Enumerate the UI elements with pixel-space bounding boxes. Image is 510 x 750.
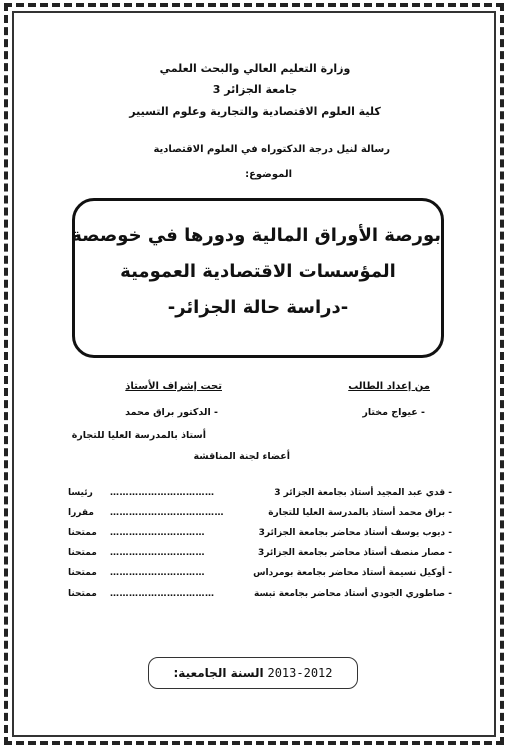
supervisor-name: - الدكتور براق محمد [125,407,218,418]
committee-member-row [68,488,452,502]
thesis-statement: رسالة لنيل درجة الدكتوراه في العلوم الاقتصادية [153,144,390,155]
supervisor-heading: تحت إشراف الأستاذ [125,381,222,392]
university-name: جامعة الجزائر 3 [212,83,298,96]
thesis-title-box [72,198,444,358]
dot-leader: ……………………………… [110,508,224,518]
committee-member-row [68,548,452,562]
thesis-title-line-1: بورصة الأوراق المالية ودورها في خوصصة [71,225,441,246]
subject-label: الموضوع: [245,169,292,180]
committee-member-name: - براق محمد أستاذ بالمدرسة العليا للتجارة [268,508,452,518]
committee-member-name: - ديوب يوسف أستاذ محاضر بجامعة الجزائر3 [258,528,452,538]
student-name: - عيواج مختار [362,407,425,418]
committee-member-row [68,508,452,522]
dot-leader: …………………………… [110,488,215,498]
committee-member-row [68,528,452,542]
committee-member-name: - أوكيل نسيمة أستاذ محاضر بجامعة بومرداس [253,568,452,578]
faculty-name: كلية العلوم الاقتصادية والتجارية وعلوم التسيير [129,105,381,118]
academic-year-label: السنة الجامعية: [173,666,264,680]
academic-year-value: 2013-2012 [267,666,333,680]
dot-leader: ………………………… [110,548,205,558]
committee-member-row [68,589,452,603]
academic-year-box [148,657,358,689]
thesis-title-line-3: -دراسة حالة الجزائر- [167,297,349,318]
committee-member-role: ممتحنا [68,548,97,558]
committee-member-role: ممتحنا [68,568,97,578]
committee-member-row [68,568,452,582]
committee-member-role: ممتحنا [68,589,97,599]
dot-leader: …………………………… [110,589,215,599]
committee-member-role: ممتحنا [68,528,97,538]
committee-member-name: - قدي عبد المجيد أستاذ بجامعة الجزائر 3 [274,488,452,498]
thesis-title-line-2: المؤسسات الاقتصادية العمومية [120,261,396,282]
student-heading: من إعداد الطالب [348,381,430,392]
supervisor-affiliation: أستاذ بالمدرسة العليا للتجارة [71,430,206,441]
committee-member-role: رئيسا [68,488,93,498]
committee-member-name: - صاطوري الجودي أستاذ محاضر بجامعة تبسة [254,589,452,599]
committee-member-name: - مصار منصف أستاذ محاضر بجامعة الجزائر3 [258,548,452,558]
dot-leader: ………………………… [110,528,205,538]
committee-member-role: مقررا [68,508,94,518]
dot-leader: ………………………… [110,568,205,578]
ministry-heading: وزارة التعليم العالي والبحث العلمي [159,62,351,75]
committee-heading: أعضاء لجنة المناقشة [193,451,290,462]
page-border-inner [12,11,496,737]
